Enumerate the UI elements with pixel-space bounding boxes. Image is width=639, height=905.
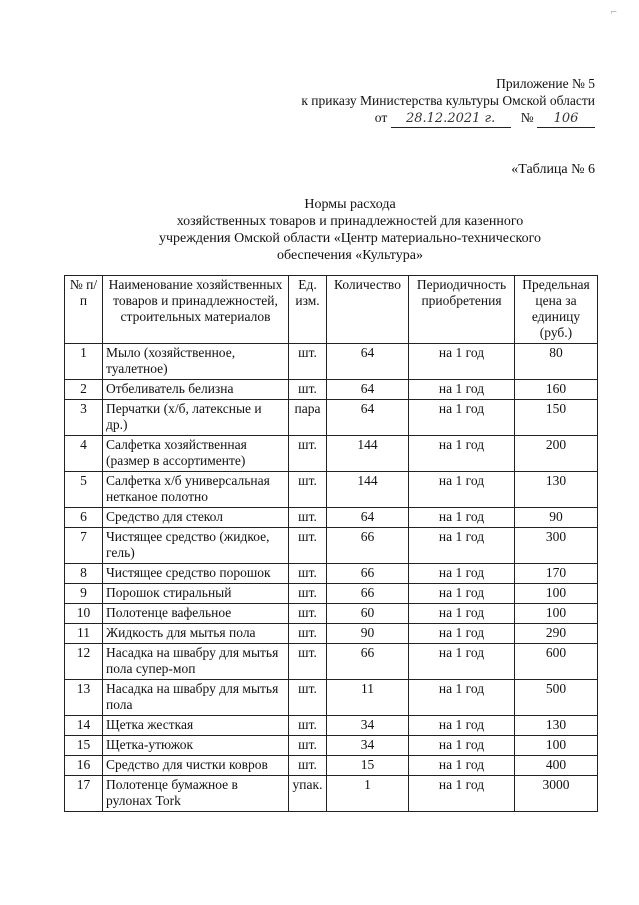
table-row bbox=[65, 624, 598, 644]
cell-number: 16 bbox=[65, 756, 103, 776]
cell-number: 8 bbox=[65, 564, 103, 584]
table-row bbox=[65, 604, 598, 624]
col-header-name: Наименование хозяйственных товаров и принадлежностей, строительных материалов bbox=[103, 276, 289, 344]
cell-unit: шт. bbox=[289, 380, 327, 400]
appendix-label: Приложение № 5 bbox=[496, 76, 595, 91]
cell-quantity: 66 bbox=[327, 564, 409, 584]
corner-scan-mark: ⌐ bbox=[610, 6, 617, 18]
cell-number: 12 bbox=[65, 644, 103, 680]
cell-quantity: 34 bbox=[327, 716, 409, 736]
cell-number: 15 bbox=[65, 736, 103, 756]
cell-number: 2 bbox=[65, 380, 103, 400]
cell-number: 10 bbox=[65, 604, 103, 624]
col-header-quantity: Количество bbox=[327, 276, 409, 344]
table-row bbox=[65, 716, 598, 736]
cell-number: 4 bbox=[65, 436, 103, 472]
cell-periodicity: на 1 год bbox=[409, 584, 515, 604]
cell-unit: шт. bbox=[289, 644, 327, 680]
cell-periodicity: на 1 год bbox=[409, 400, 515, 436]
cell-quantity: 90 bbox=[327, 624, 409, 644]
cell-unit: шт. bbox=[289, 564, 327, 584]
table-reference: «Таблица № 6 bbox=[511, 162, 595, 177]
col-header-periodicity: Периодичность приобретения bbox=[409, 276, 515, 344]
handwritten-date: 28.12.2021 г. bbox=[391, 111, 511, 128]
cell-price: 300 bbox=[515, 528, 598, 564]
col-header-price: Предельная цена за единицу (руб.) bbox=[515, 276, 598, 344]
cell-price: 170 bbox=[515, 564, 598, 584]
cell-number: 5 bbox=[65, 472, 103, 508]
cell-price: 600 bbox=[515, 644, 598, 680]
cell-unit: шт. bbox=[289, 624, 327, 644]
cell-price: 200 bbox=[515, 436, 598, 472]
cell-price: 130 bbox=[515, 716, 598, 736]
cell-unit: шт. bbox=[289, 472, 327, 508]
cell-periodicity: на 1 год bbox=[409, 736, 515, 756]
cell-name: Порошок стиральный bbox=[103, 584, 289, 604]
cell-price: 150 bbox=[515, 400, 598, 436]
cell-quantity: 144 bbox=[327, 472, 409, 508]
cell-quantity: 15 bbox=[327, 756, 409, 776]
table-row bbox=[65, 528, 598, 564]
cell-periodicity: на 1 год bbox=[409, 528, 515, 564]
cell-name: Чистящее средство порошок bbox=[103, 564, 289, 584]
cell-unit: шт. bbox=[289, 528, 327, 564]
table-row bbox=[65, 644, 598, 680]
table-row bbox=[65, 508, 598, 528]
cell-price: 90 bbox=[515, 508, 598, 528]
norms-table bbox=[64, 275, 598, 812]
cell-name: Щетка-утюжок bbox=[103, 736, 289, 756]
cell-periodicity: на 1 год bbox=[409, 716, 515, 736]
cell-periodicity: на 1 год bbox=[409, 436, 515, 472]
cell-unit: пара bbox=[289, 400, 327, 436]
cell-quantity: 11 bbox=[327, 680, 409, 716]
cell-unit: шт. bbox=[289, 756, 327, 776]
cell-periodicity: на 1 год bbox=[409, 380, 515, 400]
table-row bbox=[65, 564, 598, 584]
cell-unit: шт. bbox=[289, 716, 327, 736]
number-label: № bbox=[520, 110, 534, 125]
cell-unit: шт. bbox=[289, 736, 327, 756]
cell-quantity: 66 bbox=[327, 528, 409, 564]
col-header-number: № п/п bbox=[65, 276, 103, 344]
cell-periodicity: на 1 год bbox=[409, 644, 515, 680]
cell-price: 3000 bbox=[515, 776, 598, 812]
cell-name: Средство для стекол bbox=[103, 508, 289, 528]
cell-quantity: 66 bbox=[327, 644, 409, 680]
from-label: от bbox=[374, 110, 388, 125]
cell-name: Жидкость для мытья пола bbox=[103, 624, 289, 644]
table-row bbox=[65, 472, 598, 508]
cell-periodicity: на 1 год bbox=[409, 604, 515, 624]
table-row bbox=[65, 736, 598, 756]
title-line: учреждения Омской области «Центр материально-технического bbox=[158, 231, 542, 246]
table-row bbox=[65, 436, 598, 472]
cell-periodicity: на 1 год bbox=[409, 680, 515, 716]
cell-unit: шт. bbox=[289, 344, 327, 380]
cell-number: 11 bbox=[65, 624, 103, 644]
cell-periodicity: на 1 год bbox=[409, 756, 515, 776]
cell-number: 3 bbox=[65, 400, 103, 436]
cell-quantity: 144 bbox=[327, 436, 409, 472]
cell-unit: шт. bbox=[289, 436, 327, 472]
cell-periodicity: на 1 год bbox=[409, 472, 515, 508]
cell-price: 100 bbox=[515, 736, 598, 756]
cell-periodicity: на 1 год bbox=[409, 776, 515, 812]
cell-name: Средство для чистки ковров bbox=[103, 756, 289, 776]
table-row bbox=[65, 756, 598, 776]
table-row bbox=[65, 776, 598, 812]
table-row bbox=[65, 584, 598, 604]
cell-price: 80 bbox=[515, 344, 598, 380]
handwritten-number: 106 bbox=[537, 111, 595, 128]
cell-quantity: 66 bbox=[327, 584, 409, 604]
table-row bbox=[65, 680, 598, 716]
cell-name: Чистящее средство (жидкое, гель) bbox=[103, 528, 289, 564]
cell-name: Насадка на швабру для мытья пола супер-моп bbox=[103, 644, 289, 680]
cell-name: Полотенце бумажное в рулонах Tork bbox=[103, 776, 289, 812]
cell-quantity: 64 bbox=[327, 508, 409, 528]
cell-name: Перчатки (х/б, латексные и др.) bbox=[103, 400, 289, 436]
cell-number: 14 bbox=[65, 716, 103, 736]
title-line: хозяйственных товаров и принадлежностей для казенного bbox=[176, 214, 524, 229]
cell-periodicity: на 1 год bbox=[409, 508, 515, 528]
cell-number: 1 bbox=[65, 344, 103, 380]
cell-number: 13 bbox=[65, 680, 103, 716]
order-reference: к приказу Министерства культуры Омской области bbox=[301, 93, 595, 108]
cell-price: 100 bbox=[515, 584, 598, 604]
cell-periodicity: на 1 год bbox=[409, 564, 515, 584]
cell-number: 17 bbox=[65, 776, 103, 812]
cell-price: 290 bbox=[515, 624, 598, 644]
cell-periodicity: на 1 год bbox=[409, 624, 515, 644]
cell-quantity: 34 bbox=[327, 736, 409, 756]
cell-periodicity: на 1 год bbox=[409, 344, 515, 380]
cell-name: Полотенце вафельное bbox=[103, 604, 289, 624]
title-line: Нормы расхода bbox=[304, 197, 396, 212]
cell-quantity: 64 bbox=[327, 380, 409, 400]
cell-name: Щетка жесткая bbox=[103, 716, 289, 736]
cell-name: Мыло (хозяйственное, туалетное) bbox=[103, 344, 289, 380]
cell-unit: шт. bbox=[289, 604, 327, 624]
order-date-line bbox=[375, 110, 595, 128]
cell-name: Насадка на швабру для мытья пола bbox=[103, 680, 289, 716]
table-row bbox=[65, 344, 598, 380]
table-row bbox=[65, 380, 598, 400]
cell-name: Салфетка хозяйственная (размер в ассортименте) bbox=[103, 436, 289, 472]
cell-quantity: 64 bbox=[327, 344, 409, 380]
cell-unit: упак. bbox=[289, 776, 327, 812]
cell-number: 6 bbox=[65, 508, 103, 528]
cell-name: Отбеливатель белизна bbox=[103, 380, 289, 400]
cell-unit: шт. bbox=[289, 584, 327, 604]
cell-price: 500 bbox=[515, 680, 598, 716]
title-line: обеспечения «Культура» bbox=[277, 248, 423, 263]
table-body bbox=[65, 344, 598, 812]
table-row bbox=[65, 400, 598, 436]
cell-price: 400 bbox=[515, 756, 598, 776]
cell-number: 9 bbox=[65, 584, 103, 604]
cell-quantity: 1 bbox=[327, 776, 409, 812]
cell-unit: шт. bbox=[289, 508, 327, 528]
cell-quantity: 64 bbox=[327, 400, 409, 436]
col-header-unit: Ед. изм. bbox=[289, 276, 327, 344]
cell-name: Салфетка х/б универсальная нетканое полотно bbox=[103, 472, 289, 508]
cell-number: 7 bbox=[65, 528, 103, 564]
cell-unit: шт. bbox=[289, 680, 327, 716]
cell-price: 130 bbox=[515, 472, 598, 508]
cell-price: 100 bbox=[515, 604, 598, 624]
table-header-row bbox=[65, 276, 598, 344]
cell-price: 160 bbox=[515, 380, 598, 400]
document-title bbox=[60, 196, 639, 264]
cell-quantity: 60 bbox=[327, 604, 409, 624]
